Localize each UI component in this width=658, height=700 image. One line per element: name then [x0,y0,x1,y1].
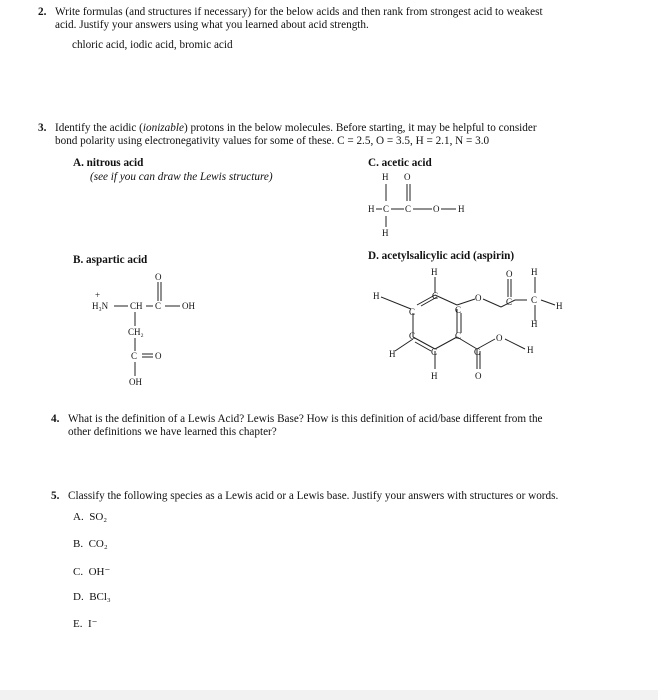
atom-c: C [474,347,481,357]
species-formula: SO₂ [89,511,108,523]
q3-line1-post: ) protons in the below molecules. Before starting, it may be helpful to consider [183,122,537,134]
aspartic-bonds [85,270,235,395]
atom-o: O [433,204,440,214]
species-item [73,617,97,630]
atom-h: H [556,301,563,311]
atom-c: C [155,301,162,311]
species-formula: CO₂ [88,538,108,550]
atom-o: O [475,371,482,381]
species-item [73,511,107,523]
atom-h: H [527,345,534,355]
atom-c: C [131,351,138,361]
species-item [73,538,108,550]
question-2-text [55,6,645,32]
question-number: 4. [51,413,60,425]
part-c-label: C. acetic acid [368,157,432,169]
species-label: B. [73,538,84,550]
aspirin-structure [365,265,580,390]
question-5-line-1: Classify the following species as a Lewis acid or a Lewis base. Justify your answers with structures or words. [68,490,559,502]
atom-oh: OH [129,377,142,387]
atom-h3n: H₃N [92,301,109,311]
question-3-line-1 [55,122,645,135]
atom-o: O [404,172,411,182]
part-d-label: D. acetylsalicylic acid (aspirin) [368,250,515,262]
q3-line1-pre: Identify the acidic ( [55,122,143,134]
question-2-line-2: acid. Justify your answers using what you learned about acid strength. [55,19,369,31]
atom-c: C [432,291,439,301]
question-4-number [51,413,59,426]
atom-h: H [531,319,538,329]
part-b-label: B. aspartic acid [73,254,148,266]
atom-h: H [531,267,538,277]
question-number: 3. [38,122,47,134]
question-4-line-1: What is the definition of a Lewis Acid? Lewis Base? How is this definition of acid/base different from the [68,413,543,425]
aspirin-bonds [365,265,580,390]
question-number: 2. [38,6,47,18]
atom-c: C [383,204,390,214]
atom-c: C [531,295,538,305]
question-2-line-1: Write formulas (and structures if necessary) for the below acids and then rank from strongest acid to weakest [55,6,543,18]
atom-c: C [455,305,462,315]
species-formula: BCl₃ [89,591,111,603]
question-4-text [68,413,648,439]
atom-c: C [431,347,438,357]
question-5-number [51,490,59,503]
acid-list: chloric acid, iodic acid, bromic acid [72,39,233,51]
atom-o: O [155,272,162,282]
question-2 [38,6,46,19]
species-label: C. [73,566,84,578]
atom-h: H [431,267,438,277]
question-3-number [38,122,46,135]
species-formula: OH⁻ [88,566,111,578]
species-label: E. [73,618,83,630]
atom-o: O [506,269,513,279]
page-bottom-edge [0,690,658,700]
atom-h: H [389,349,396,359]
atom-h: H [373,291,380,301]
atom-h: H [431,371,438,381]
question-3-line-2: bond polarity using electronegativity values for some of these. C = 2.5, O = 3.5, H = 2.1, N = 3.0 [55,135,490,147]
atom-ch: CH [130,301,143,311]
question-4-line-2: other definitions we have learned this chapter? [68,426,277,438]
atom-h: H [382,228,389,238]
acetic-acid-structure [360,170,520,245]
aspartic-acid-structure [85,270,235,395]
species-item [73,591,111,603]
atom-h: H [368,204,375,214]
atom-c: C [506,297,513,307]
atom-h: H [458,204,465,214]
atom-c: C [409,307,416,317]
question-number: 5. [51,490,60,502]
part-a-label: A. nitrous acid [73,157,144,169]
species-formula: I⁻ [87,618,98,630]
species-label: D. [73,591,84,603]
charge-plus: + [95,290,101,300]
atom-oh: OH [182,301,195,311]
species-item [73,565,110,578]
atom-c: C [409,331,416,341]
question-3-text [55,122,645,148]
atom-c: C [405,204,412,214]
atom-o: O [155,351,162,361]
atom-h: H [382,172,389,182]
q3-line1-em: ionizable [142,122,184,134]
part-a-note: (see if you can draw the Lewis structure) [90,171,273,183]
species-label: A. [73,511,84,523]
atom-o: O [475,293,482,303]
atom-ch2: CH₂ [128,327,144,337]
atom-o: O [496,333,503,343]
atom-c: C [455,331,462,341]
